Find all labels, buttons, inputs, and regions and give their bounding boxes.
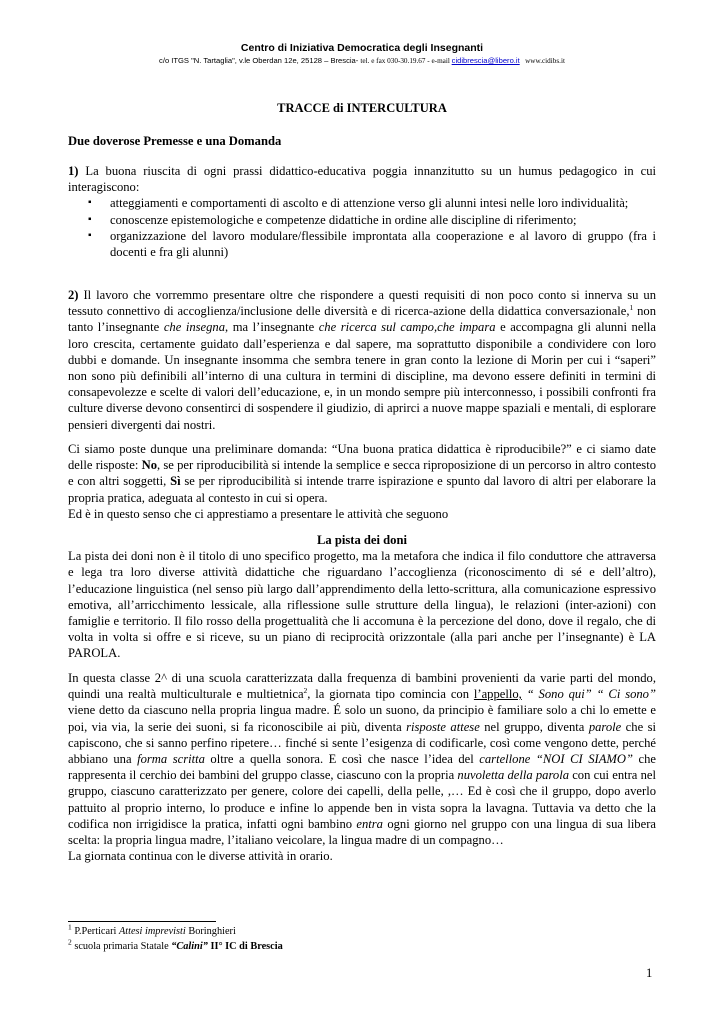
section-title: La pista dei doni [317,533,407,547]
list-item: ▪ atteggiamenti e comportamenti di ascolto e di attenzione verso gli alunni intesi nelle loro individualità; [88,196,629,211]
footnote-1: $^1$ P.Perticari Attesi imprevisti Boringhieri [68,922,236,937]
bullet-icon: ▪ [88,229,92,241]
bullet-icon: ▪ [88,213,92,225]
paragraph-1-text: La buona riuscita di ogni prassi didattico-educativa poggia innanzitutto su un humus pedagogico in cui interagiscono: [68,164,656,195]
paragraph-5: In questa classe 2^ di una scuola caratterizzata dalla frequenza di bambini provenienti da varie parti del mondo, quindi una realtà multiculturale e multietnica$^2$, la giornata tipo comincia con l’appello, “ Sono qui” “ Ci sono” viene detto da ciascuno nella propria lingua madre. É solo un suono, da principio è familiare solo a chi lo emette e poi, via via, la serie dei suoni, si fa riconoscibile ai più, diventa risposte attese nel gruppo, diventa parole che si capiscono, che si sanno perfino ripetere… finché si sente l’esigenza di codificarle, così come vengono dette, perché abbiano una forma scritta oltre a quella sonora. E così che nasce l’idea del cartellone “NOI CI SIAMO” che rappresenta il cerchio dei bambini del gruppo classe, ciascuno con la propria nuvoletta della parola con cui entra nel gruppo, ciascuno caratterizzato per genere, colore dei capelli, della pelle, ,… Ed è così che il gruppo, dopo averlo pattuito al proprio interno, lo produce e infine lo appende ben in vista sopra la lavagna. Tuttavia va detto che la codifica non irrigidisce la pratica, infatti ogni bambino entra ogni giorno nel gruppo con una lingua di sua libera scelta: la propria lingua madre, l’italiano veicolare, la lingua madre di un compagno… La giornata continua con le diverse attività in orario. [68,671,657,864]
footnote-separator [68,921,216,922]
header-address-a: c/o ITGS "N. Tartaglia", v.le Oberdan 12e, 25128 – Brescia- [159,56,361,65]
doc-subtitle: Due doverose Premesse e una Domanda [68,134,282,148]
list-item: ▪ conoscenze epistemologiche e competenze didattiche in ordine alle discipline di riferimento; [88,212,577,227]
paragraph-2: 2) Il lavoro che vorremmo presentare oltre che rispondere a questi requisiti di non poco conto si innerva su un tessuto connettivo di accoglienza/inclusione delle diversità e di ricerca-azione della didattica conversazionale,$^1$ non tanto l’insegnante che insegna, ma l’insegnante che ricerca sul campo,che impara e accompagna gli alunni nella loro crescita, certamente guidato dall’esperienza e dal sapere, ma soprattutto disponibile a condividere con loro dubbi e domande. Un insegnante insomma che sembra tenere in gran conto la lezione di Morin per cui i “saperi” non sono più definibili all’interno di una cultura in termini di discipline, ma devono essere definiti in termini di consapevolezze e scelte di valori dell’educazione, e, in un mondo sempre più interconnesso, i possibili confronti fra culture diverse devono consentirci di sospendere il giudizio, di aprirci a nuove mappe spaziali e mentali, di esplorare pensieri divergenti dai nostri. [68,288,656,432]
paragraph-4: La pista dei doni non è il titolo di uno specifico progetto, ma la metafora che indica il filo conduttore che attraversa e lega tra loro diverse attività didattiche che riguardano l’accoglienza (riconoscimento di sé e dell’altro), l’educazione linguistica (nel senso più largo dall’apprendimento della letto-scrittura, alla comunicazione espressivo emotiva, all’arricchimento lessicale, alla riflessione sulle strutture della lingua), le relazioni (inter-azioni) con famiglie e territorio. Il filo rosso della progettualità che li accomuna è la percezione del dono, dove il regalo, che di volta in volta si offre e si riceve, su un piano di reciprocità orizzontale (alla pari anche per l’insegnante) è LA PAROLA. [68,549,656,661]
list-item: ▪ organizzazione del lavoro modulare/flessibile improntata alla cooperazione e al lavoro di gruppo (fra i docenti e fra gli alunni) [88,228,656,260]
section-pista-dei-doni [68,532,656,662]
header-address [0,56,724,65]
paragraph-1-number: 1) [68,164,79,178]
page-number: 1 [646,966,653,980]
footnote-ref-1[interactable]: 1 [629,303,634,313]
bullet-icon: ▪ [88,197,92,209]
header-address-b: tel. e fax 030-30.19.67 - e-mail [360,57,452,65]
paragraph-1 [68,163,656,260]
header-org: Centro di Iniziativa Democratica degli Insegnanti [240,42,484,54]
footnote-2: $^2$ scuola primaria Statale “Calini” II° IC di Brescia [68,937,283,952]
doc-title: TRACCE di INTERCULTURA [277,101,447,115]
paragraph-1-list [68,195,656,260]
footnote-ref-2[interactable]: 2 [303,686,308,696]
header-website: www.cidibs.it [525,57,565,65]
header-email-link[interactable]: cidibrescia@libero.it [451,56,520,65]
paragraph-3: Ci siamo poste dunque una preliminare domanda: “Una buona pratica didattica è riproducibile?” e ci siamo date delle risposte: No, se per riproducibilità si intende la semplice e secca riproposizione di un percorso in altro contesto e con altri soggetti, Sì se per riproducibilità si intende trarre ispirazione e spunto dal lavoro di altri per elaborare la propria pratica, adeguata al contesto in cui si opera. Ed è in questo senso che ci apprestiamo a presentare le attività che seguono [68,442,656,521]
paragraph-2-number: 2) [68,288,79,302]
